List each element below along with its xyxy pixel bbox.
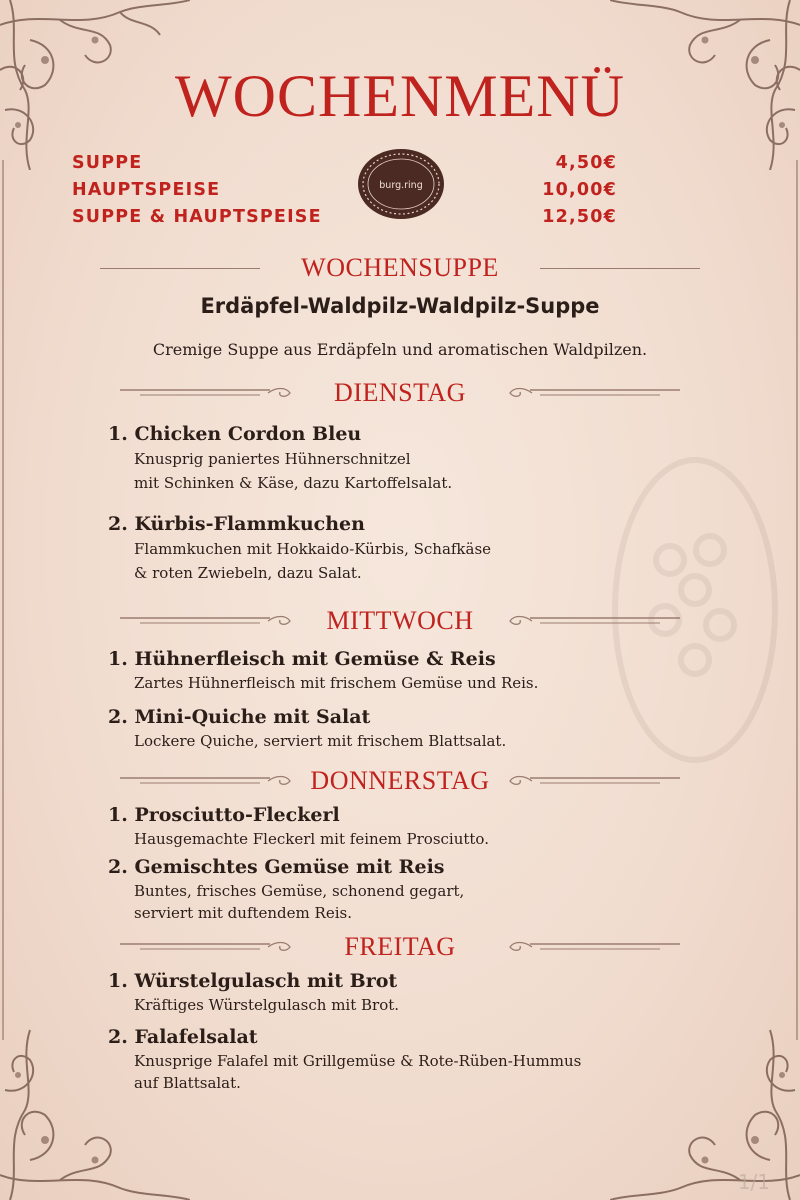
right-border-line <box>792 160 800 1040</box>
day-title: FREITAG <box>344 932 456 961</box>
menu-item <box>108 854 708 924</box>
section-title: WOCHENSUPPE <box>301 253 499 282</box>
day-title: DONNERSTAG <box>310 766 490 795</box>
price-label: HAUPTSPEISE <box>72 180 221 200</box>
restaurant-logo <box>357 148 445 220</box>
dish-name: 1. Prosciutto-Fleckerl <box>108 804 340 826</box>
menu-item <box>108 421 708 495</box>
dish-description: auf Blattsalat. <box>134 1074 241 1092</box>
page-title: WOCHENMENÜ <box>175 63 625 129</box>
dish-name: 2. Falafelsalat <box>108 1026 258 1048</box>
dish-description: Flammkuchen mit Hokkaido-Kürbis, Schafkäse <box>134 540 492 558</box>
dish-name: 2. Mini-Quiche mit Salat <box>108 706 371 728</box>
menu-item <box>108 802 708 850</box>
dish-description: Lockere Quiche, serviert mit frischem Blattsalat. <box>134 732 507 750</box>
price-row <box>72 207 617 234</box>
left-border-line <box>0 160 8 1040</box>
dish-name: 1. Hühnerfleisch mit Gemüse & Reis <box>108 648 496 670</box>
soup-description: Cremige Suppe aus Erdäpfeln und aromatischen Waldpilzen. <box>152 340 648 359</box>
price-row <box>72 153 617 180</box>
menu-item <box>108 1024 708 1094</box>
menu-item <box>108 646 708 694</box>
section-header-soup <box>100 253 700 283</box>
section-header-freitag <box>100 932 700 962</box>
logo-text: burg.ring <box>379 180 423 191</box>
day-title: DIENSTAG <box>334 378 466 407</box>
price-label: SUPPE <box>72 153 143 173</box>
dish-name: 2. Gemischtes Gemüse mit Reis <box>108 856 445 878</box>
dish-description: Hausgemachte Fleckerl mit feinem Prosciutto. <box>134 830 489 848</box>
price-list <box>72 153 617 234</box>
soup-name: Erdäpfel-Waldpilz-Waldpilz-Suppe <box>200 294 600 318</box>
dish-description: mit Schinken & Käse, dazu Kartoffelsalat. <box>134 474 453 492</box>
day-title: MITTWOCH <box>326 606 474 635</box>
dish-description: Knusprig paniertes Hühnerschnitzel <box>134 450 411 468</box>
price-row <box>72 180 617 207</box>
dish-description: serviert mit duftendem Reis. <box>134 904 352 922</box>
price-value: 12,50€ <box>542 207 617 227</box>
price-label: SUPPE & HAUPTSPEISE <box>72 207 322 227</box>
dish-name: 2. Kürbis-Flammkuchen <box>108 513 365 535</box>
menu-item <box>108 704 708 752</box>
price-value: 4,50€ <box>555 153 617 173</box>
page-indicator: 1/1 <box>737 1170 770 1194</box>
dish-description: Zartes Hühnerfleisch mit frischem Gemüse und Reis. <box>134 674 539 692</box>
dish-name: 1. Würstelgulasch mit Brot <box>108 970 398 992</box>
dish-description: Kräftiges Würstelgulasch mit Brot. <box>134 996 400 1014</box>
price-value: 10,00€ <box>542 180 617 200</box>
menu-item <box>108 968 708 1016</box>
section-header-dienstag <box>100 378 700 408</box>
dish-description: Knusprige Falafel mit Grillgemüse & Rote-Rüben-Hummus <box>134 1052 582 1070</box>
section-header-mittwoch <box>100 606 700 636</box>
dish-name: 1. Chicken Cordon Bleu <box>108 423 362 445</box>
menu-item <box>108 511 708 585</box>
dish-description: & roten Zwiebeln, dazu Salat. <box>134 564 362 582</box>
dish-description: Buntes, frisches Gemüse, schonend gegart, <box>134 882 465 900</box>
section-header-donnerstag <box>100 766 700 796</box>
